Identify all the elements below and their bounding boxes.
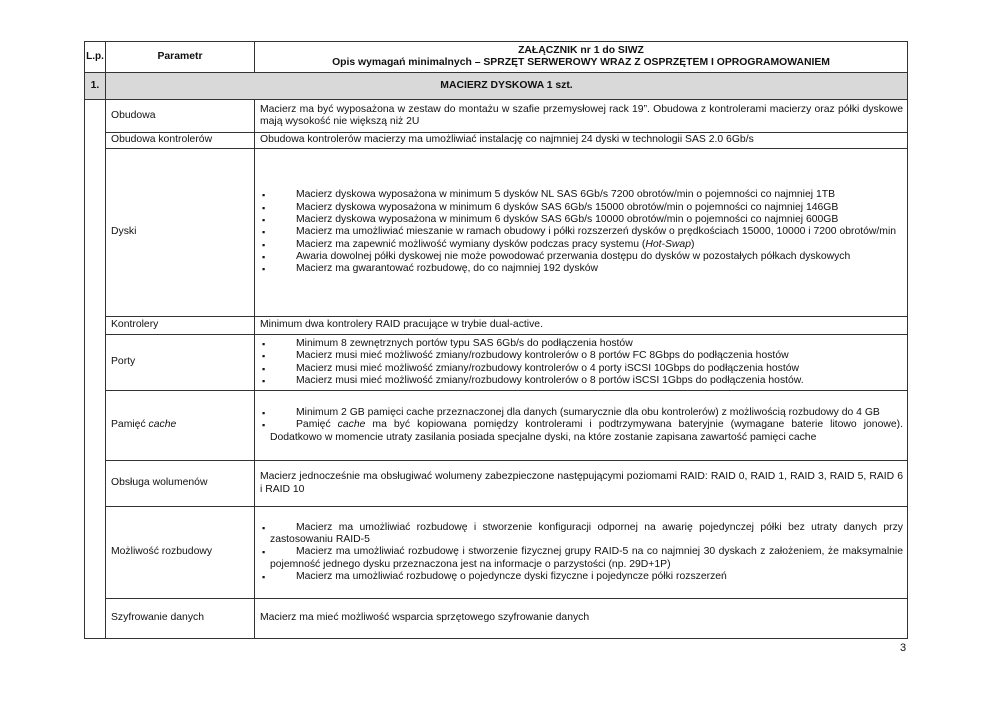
cache-list xyxy=(260,407,903,444)
table-row xyxy=(85,317,908,335)
desc-obudowa: Macierz ma być wyposażona w zestaw do montażu w szafie przemysłowej rack 19”. Obudowa z kontrolerami macierzy oraz półki dyskowe mają wysokość nie większą niż 2U xyxy=(255,100,908,133)
table-row xyxy=(85,599,908,639)
desc-dyski xyxy=(255,149,908,317)
page-number: 3 xyxy=(900,642,907,654)
list-item: ▪ Minimum 2 GB pamięci cache przeznaczonej dla danych (sumarycznie dla obu kontrolerów) z możliwością rozbudowy do 4 GB xyxy=(260,407,903,419)
list-item: ▪ Awaria dowolnej półki dyskowej nie może powodować przerwania dostępu do dysków w pozostałych półkach dyskowych xyxy=(260,251,903,263)
table-header-row xyxy=(85,42,908,73)
list-item: ▪ Macierz dyskowa wyposażona w minimum 6 dysków SAS 6Gb/s 15000 obrotów/min o pojemności co najmniej 146GB xyxy=(260,202,903,214)
param-porty: Porty xyxy=(106,335,255,391)
desc-szyfrowanie-danych: Macierz ma mieć możliwość wsparcia sprzętowego szyfrowanie danych xyxy=(255,599,908,639)
table-row xyxy=(85,100,908,133)
header-lp: L.p. xyxy=(85,42,106,73)
header-title-line2: Opis wymagań minimalnych – SPRZĘT SERWEROWY WRAZ Z OSPRZĘTEM I OPROGRAMOWANIEM xyxy=(332,57,830,68)
dyski-list xyxy=(260,189,903,275)
header-title-line1: ZAŁĄCZNIK nr 1 do SIWZ xyxy=(518,44,644,56)
table-row xyxy=(85,461,908,507)
section-number: 1. xyxy=(85,73,106,100)
porty-list xyxy=(260,338,903,387)
list-item: ▪ Macierz ma umożliwiać mieszanie w ramach obudowy i półki rozszerzeń dysków o prędkościach 15000, 10000 i 7200 obrotów/min xyxy=(260,226,903,238)
desc-pamiec-cache xyxy=(255,391,908,461)
param-obudowa: Obudowa xyxy=(106,100,255,133)
list-item: ▪ Macierz ma zapewnić możliwość wymiany dysków podczas pracy systemu (Hot-Swap) xyxy=(260,239,903,251)
section-title: MACIERZ DYSKOWA 1 szt. xyxy=(106,73,908,100)
param-obudowa-kontrolerow: Obudowa kontrolerów xyxy=(106,133,255,149)
param-kontrolery: Kontrolery xyxy=(106,317,255,335)
param-obsluga-wolumenow: Obsługa wolumenów xyxy=(106,461,255,507)
list-item: ▪ Macierz ma umożliwiać rozbudowę o pojedyncze dyski fizyczne i pojedyncze półki rozszerzeń xyxy=(260,571,903,583)
list-item: ▪ Macierz ma umożliwiać rozbudowę i stworzenie konfiguracji odpornej na awarię pojedynczej półki bez utraty danych przy zastosowaniu RAID-5 xyxy=(260,522,903,547)
lp-cell xyxy=(85,100,106,639)
param-dyski: Dyski xyxy=(106,149,255,317)
section-row xyxy=(85,73,908,100)
requirements-table xyxy=(84,41,908,639)
list-item: ▪ Macierz musi mieć możliwość zmiany/rozbudowy kontrolerów o 8 portów iSCSI 1Gbps do podłączenia hostów. xyxy=(260,375,903,387)
desc-porty xyxy=(255,335,908,391)
list-item: ▪ Macierz ma umożliwiać rozbudowę i stworzenie fizycznej grupy RAID-5 na co najmniej 30 dyskach z założeniem, że maksymalnie pojemność jednego dysku przeznaczona jest na informacje o parzystości (np. 29D+1P) xyxy=(260,546,903,571)
rozbudowa-list xyxy=(260,522,903,583)
list-item: ▪ Macierz musi mieć możliwość zmiany/rozbudowy kontrolerów o 4 porty iSCSI 10Gbps do podłączenia hostów xyxy=(260,363,903,375)
list-item: ▪ Minimum 8 zewnętrznych portów typu SAS 6Gb/s do podłączenia hostów xyxy=(260,338,903,350)
list-item: ▪ Macierz ma gwarantować rozbudowę, do co najmniej 192 dysków xyxy=(260,263,903,275)
desc-mozliwosc-rozbudowy xyxy=(255,507,908,599)
desc-obsluga-wolumenow: Macierz jednocześnie ma obsługiwać wolumeny zabezpieczone następującymi poziomami RAID: RAID 0, RAID 1, RAID 3, RAID 5, RAID 6 i RAID 10 xyxy=(255,461,908,507)
list-item: ▪ Pamięć cache ma być kopiowana pomiędzy kontrolerami i podtrzymywana bateryjnie (wymagane baterie litowo jonowe). Dodatkowo w momencie utraty zasilania posiada specjalne dyski, na które zostanie zapisana zawartość pamięci cache xyxy=(260,419,903,444)
desc-obudowa-kontrolerow: Obudowa kontrolerów macierzy ma umożliwiać instalację co najmniej 24 dyski w technologii SAS 2.0 6Gb/s xyxy=(255,133,908,149)
desc-kontrolery: Minimum dwa kontrolery RAID pracujące w trybie dual-active. xyxy=(255,317,908,335)
param-szyfrowanie-danych: Szyfrowanie danych xyxy=(106,599,255,639)
list-item: ▪ Macierz dyskowa wyposażona w minimum 6 dysków SAS 6Gb/s 10000 obrotów/min o pojemności co najmniej 600GB xyxy=(260,214,903,226)
header-parametr: Parametr xyxy=(106,42,255,73)
table-row xyxy=(85,391,908,461)
header-title xyxy=(255,42,908,73)
param-mozliwosc-rozbudowy: Możliwość rozbudowy xyxy=(106,507,255,599)
table-row xyxy=(85,507,908,599)
table-row xyxy=(85,149,908,317)
list-item: ▪ Macierz musi mieć możliwość zmiany/rozbudowy kontrolerów o 8 portów FC 8Gbps do podłączenia hostów xyxy=(260,350,903,362)
table-row xyxy=(85,133,908,149)
list-item: ▪ Macierz dyskowa wyposażona w minimum 5 dysków NL SAS 6Gb/s 7200 obrotów/min o pojemności co najmniej 1TB xyxy=(260,189,903,201)
param-pamiec-cache: Pamięć cache xyxy=(106,391,255,461)
table-row xyxy=(85,335,908,391)
